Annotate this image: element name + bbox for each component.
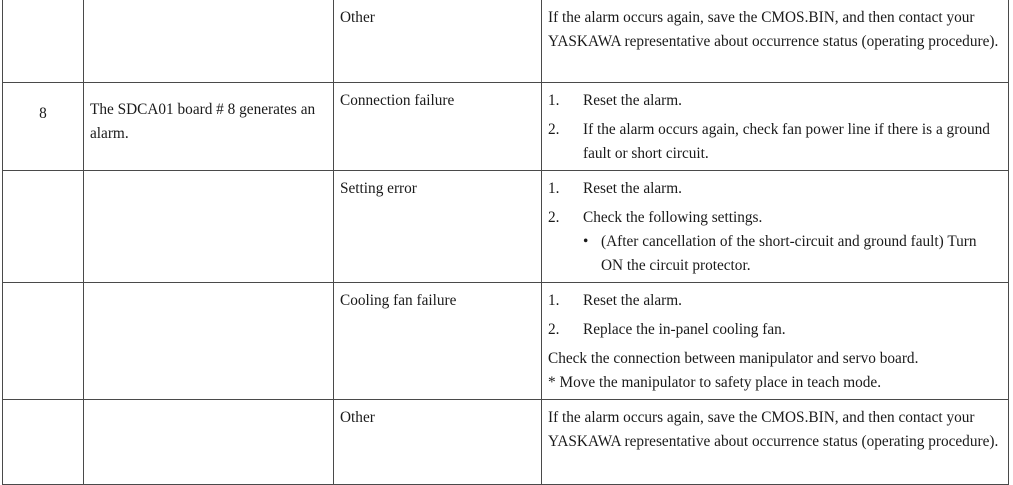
description-cell (84, 83, 334, 171)
step-text: Check the following settings. (583, 209, 763, 226)
step-number: 2. (548, 121, 560, 138)
alarm-number: 8 (39, 105, 47, 122)
remedy-step (548, 289, 1002, 313)
table-row (3, 283, 1009, 400)
remedy-cell (542, 83, 1009, 171)
step-text: Replace the in-panel cooling fan. (583, 321, 786, 338)
remedy-text: If the alarm occurs again, save the CMOS.BIN, and then contact your YASKAWA representative about occurrence status (operating procedure). (548, 409, 999, 450)
cause-text: Cooling fan failure (340, 292, 457, 309)
remedy-note: * Move the manipulator to safety place in teach mode. (548, 374, 882, 391)
remedy-step (548, 318, 1002, 342)
remedy-cell (542, 171, 1009, 283)
remedy-step (548, 177, 1002, 201)
number-cell (3, 283, 84, 400)
bullet-text: (After cancellation of the short-circuit and ground fault) Turn ON the circuit protector. (601, 233, 977, 274)
remedy-cell (542, 283, 1009, 400)
number-cell (3, 83, 84, 171)
step-text: Reset the alarm. (583, 180, 682, 197)
remedy-step (548, 89, 1002, 113)
table-row (3, 171, 1009, 283)
table-row (3, 83, 1009, 171)
cause-text: Other (340, 409, 375, 426)
remedy-cell (542, 0, 1009, 83)
cause-text: Other (340, 9, 375, 26)
remedy-note: Check the connection between manipulator and servo board. (548, 350, 919, 367)
cause-text: Connection failure (340, 92, 455, 109)
step-text: Reset the alarm. (583, 92, 682, 109)
step-text: Reset the alarm. (583, 292, 682, 309)
cause-cell (334, 283, 542, 400)
description-cell (84, 283, 334, 400)
remedy-step (548, 118, 1002, 166)
number-cell (3, 0, 84, 83)
step-number: 2. (548, 209, 560, 226)
step-number: 1. (548, 92, 560, 109)
description-cell (84, 171, 334, 283)
cause-text: Setting error (340, 180, 417, 197)
cause-cell (334, 171, 542, 283)
alarm-description: The SDCA01 board # 8 generates an alarm. (90, 101, 316, 142)
step-number: 1. (548, 292, 560, 309)
step-text: If the alarm occurs again, check fan power line if there is a ground fault or short circuit. (583, 121, 990, 162)
bullet-icon: • (583, 233, 589, 250)
remedy-bullet (583, 230, 1002, 278)
alarm-table (2, 0, 1009, 485)
step-number: 1. (548, 180, 560, 197)
step-number: 2. (548, 321, 560, 338)
cause-cell (334, 0, 542, 83)
remedy-step (548, 206, 1002, 230)
table-row (3, 0, 1009, 83)
description-cell (84, 0, 334, 83)
cause-cell (334, 83, 542, 171)
remedy-text: If the alarm occurs again, save the CMOS.BIN, and then contact your YASKAWA representative about occurrence status (operating procedure). (548, 9, 999, 50)
number-cell (3, 171, 84, 283)
